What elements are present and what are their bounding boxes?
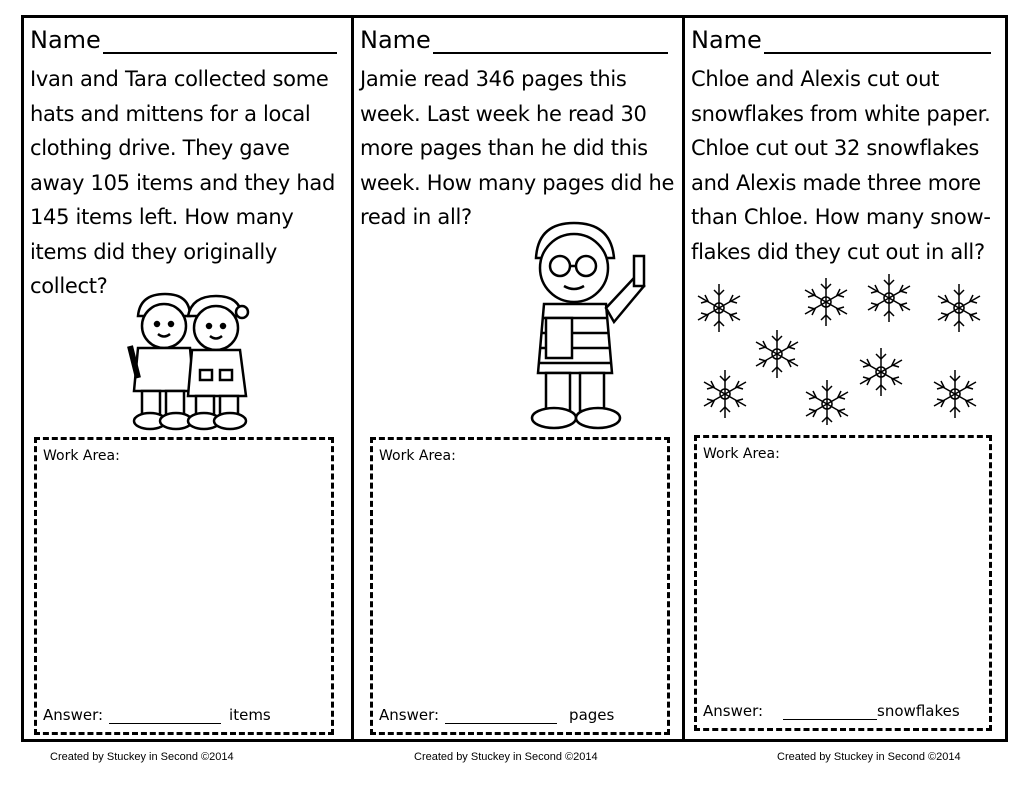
snowflake-icon <box>860 348 902 396</box>
answer-row <box>43 706 271 724</box>
answer-unit: pages <box>569 706 615 724</box>
answer-label: Answer: <box>703 702 764 720</box>
answer-blank[interactable] <box>445 709 557 724</box>
name-row <box>691 22 991 54</box>
snowflake-icon <box>805 278 847 326</box>
footer-credit-2: Created by Stuckey in Second ©2014 <box>414 751 598 763</box>
footer-credit-1: Created by Stuckey in Second ©2014 <box>50 751 234 763</box>
boy-with-book-illustration <box>516 218 666 433</box>
snowflakes-illustration <box>691 270 991 425</box>
work-area-label: Work Area: <box>703 446 780 462</box>
work-area-label: Work Area: <box>379 448 456 464</box>
problem-card-2 <box>351 18 682 739</box>
snowflake-icon <box>704 370 746 418</box>
snowflake-icon <box>938 284 980 332</box>
answer-blank[interactable] <box>109 709 221 724</box>
answer-row <box>703 702 960 720</box>
work-area[interactable] <box>694 435 992 731</box>
problem-card-3 <box>682 18 1005 739</box>
answer-unit: items <box>229 706 271 724</box>
name-label: Name <box>30 26 101 54</box>
footer-credit-3: Created by Stuckey in Second ©2014 <box>777 751 961 763</box>
word-problem: Chloe and Alexis cut out snowflakes from white paper. Chloe cut out 32 snowflakes and Alexis made three more than Chloe. How many snow-flakes did they cut out in all? <box>691 67 991 264</box>
answer-blank[interactable] <box>783 705 877 720</box>
answer-label: Answer: <box>43 706 104 724</box>
name-line[interactable] <box>764 30 991 54</box>
problem-card-1 <box>24 18 351 739</box>
name-line[interactable] <box>433 30 668 54</box>
name-row <box>30 22 337 54</box>
work-area[interactable] <box>370 437 670 735</box>
answer-unit: snowflakes <box>877 702 960 720</box>
snowflake-icon <box>934 370 976 418</box>
snowflake-icon <box>868 274 910 322</box>
work-area[interactable] <box>34 437 334 735</box>
name-line[interactable] <box>103 30 337 54</box>
worksheet <box>21 15 1008 742</box>
snowflake-icon <box>806 380 848 425</box>
answer-label: Answer: <box>379 706 440 724</box>
snowflake-icon <box>756 330 798 378</box>
name-label: Name <box>691 26 762 54</box>
work-area-label: Work Area: <box>43 448 120 464</box>
name-row <box>360 22 668 54</box>
word-problem: Ivan and Tara collected some hats and mittens for a local clothing drive. They gave away 105 items and they had 145 items left. How many items did they originally collect? <box>30 67 335 298</box>
kids-in-winter-clothes-illustration <box>120 286 255 436</box>
word-problem: Jamie read 346 pages this week. Last week he read 30 more pages than he did this week. How many pages did he read in all? <box>360 67 675 229</box>
snowflake-icon <box>698 284 740 332</box>
answer-row <box>379 706 614 724</box>
name-label: Name <box>360 26 431 54</box>
